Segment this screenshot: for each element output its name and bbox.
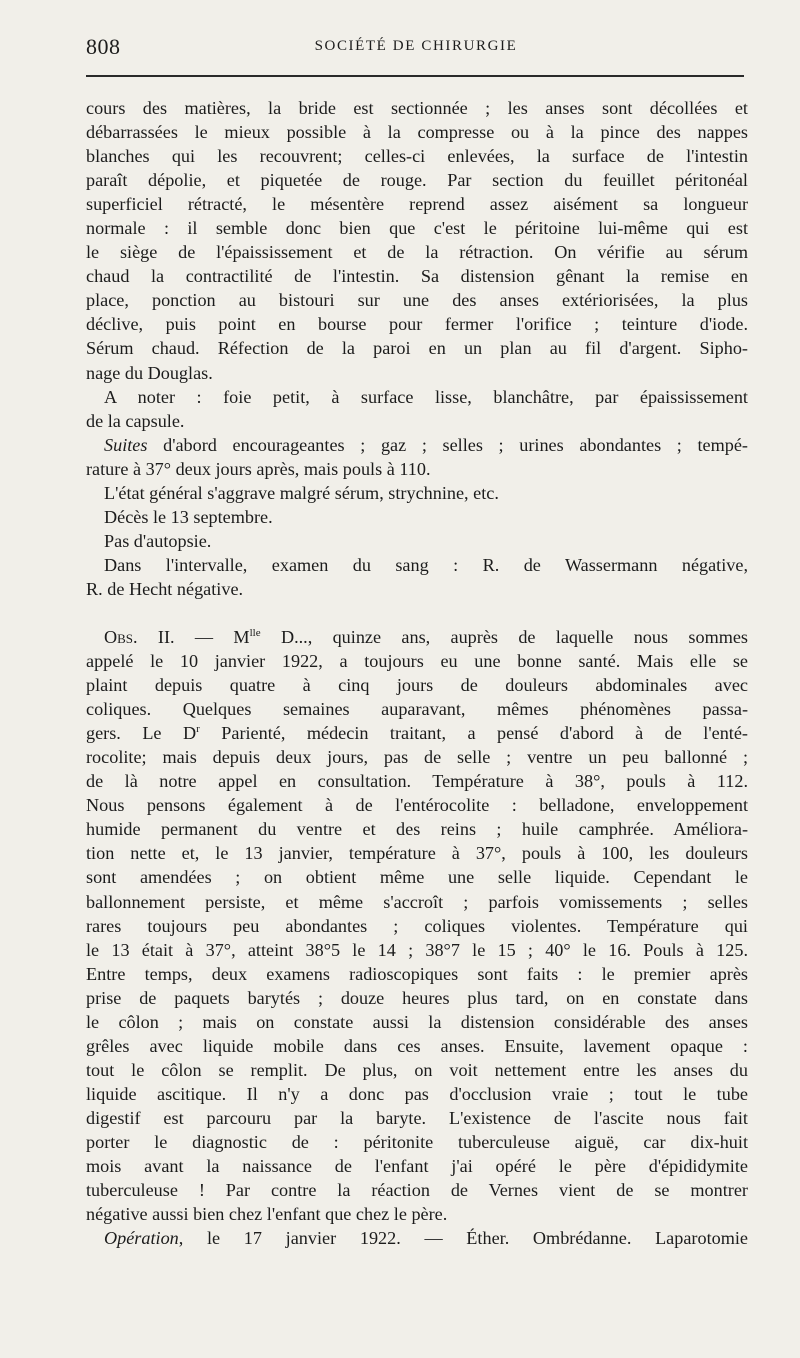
text-line: paraît dépolie, et piquetée de rouge. Par section du feuillet péritonéal (86, 170, 748, 191)
text-line: place, ponction au bistouri sur une des anses extériorisées, la plus (86, 290, 748, 311)
text-line (86, 721, 748, 745)
text-line: rares toujours peu abondantes ; coliques violentes. Température qui (86, 915, 748, 936)
text-line: tion nette et, le 13 janvier, température à 37°, pouls à 100, les douleurs (86, 843, 748, 864)
text-line: déclive, puis point en bourse pour fermer l'orifice ; teinture d'iode. (86, 314, 748, 335)
text-line: Pas d'autopsie. (104, 530, 212, 551)
text-line: nage du Douglas. (86, 362, 213, 383)
paragraph (86, 1226, 748, 1250)
superscript: lle (249, 626, 261, 639)
text-run: D..., quinze ans, auprès de laquelle nous sommes (260, 626, 749, 647)
text-line: normale : il semble donc bien que c'est le péritoine lui-même qui est (86, 218, 748, 239)
text-line: de la capsule. (86, 410, 185, 431)
text-line: L'état général s'aggrave malgré sérum, strychnine, etc. (104, 482, 499, 503)
text-run: — M (174, 626, 250, 647)
text-line: R. de Hecht négative. (86, 578, 244, 599)
paragraph-gap (86, 601, 748, 625)
text-line: Décès le 13 septembre. (104, 506, 273, 527)
text-line: superficiel rétracté, le mésentère reprend assez aisément sa longueur (86, 194, 748, 215)
text-line: prise de paquets barytés ; douze heures plus tard, on en constate dans (86, 987, 748, 1008)
paragraph (86, 96, 748, 385)
paragraph (86, 481, 748, 505)
text-line: mois avant la naissance de l'enfant j'ai opéré le père d'épididymite (86, 1156, 748, 1177)
text-line: négative aussi bien chez l'enfant que chez le père. (86, 1204, 448, 1225)
text-line (86, 1226, 748, 1250)
text-line: coliques. Quelques semaines auparavant, mêmes phénomènes passa- (86, 699, 748, 720)
italic-lead: Opération (104, 1228, 179, 1249)
text-line: rature à 37° deux jours après, mais pouls à 110. (86, 458, 431, 479)
text-line: appelé le 10 janvier 1922, a toujours eu une bonne santé. Mais elle se (86, 651, 748, 672)
text-line: Dans l'intervalle, examen du sang : R. de Wassermann négative, (104, 554, 748, 575)
text-run: , le 17 janvier 1922. — Éther. Ombrédanne. Laparotomie (178, 1228, 748, 1249)
page-header (86, 30, 746, 70)
text-line: blanches qui les recouvrent; celles-ci enlevées, la surface de l'intestin (86, 146, 748, 167)
text-line: humide permanent du ventre et des reins ; huile camphrée. Améliora- (86, 819, 748, 840)
paragraph (86, 529, 748, 553)
running-head: SOCIÉTÉ DE CHIRURGIE (314, 38, 518, 54)
page-number: 808 (86, 34, 121, 59)
paragraph (86, 433, 748, 481)
text-line: ballonnement persiste, et même s'accroît ; parfois vomissements ; selles (86, 891, 748, 912)
text-line: débarrassées le mieux possible à la compresse ou à la pince des nappes (86, 122, 748, 143)
text-line (86, 433, 748, 457)
paragraph (86, 385, 748, 433)
text-line: sont amendées ; on obtient même une selle liquide. Cependant le (86, 867, 748, 888)
text-line: Nous pensons également à de l'entérocolite : belladone, enveloppement (86, 795, 748, 816)
text-line: le côlon ; mais on constate aussi la distension considérable des anses (86, 1011, 748, 1032)
text-line (86, 625, 748, 649)
text-line: rocolite; mais depuis deux jours, pas de selle ; ventre un peu ballonné ; (86, 747, 748, 768)
observation-paragraph (86, 625, 748, 1226)
superscript: r (196, 723, 200, 736)
text-line: A noter : foie petit, à surface lisse, blanchâtre, par épaississement (104, 386, 748, 407)
text-line: porter le diagnostic de : péritonite tuberculeuse aiguë, car dix-huit (86, 1131, 748, 1152)
text-line: de là notre appel en consultation. Température à 38°, pouls à 112. (86, 771, 748, 792)
body-text (86, 96, 748, 1250)
text-line: grêles avec liquide mobile dans ces anses. Ensuite, lavement opaque : (86, 1035, 748, 1056)
header-rule (86, 75, 744, 77)
text-line: le 13 était à 37°, atteint 38°5 le 14 ; 38°7 le 15 ; 40° le 16. Pouls à 125. (86, 939, 748, 960)
text-line: tout le côlon se remplit. De plus, on voit nettement entre les anses du (86, 1059, 748, 1080)
text-line: le siège de l'épaississement et de la rétraction. On vérifie au sérum (86, 242, 748, 263)
text-line: digestif est parcouru par la baryte. L'existence de l'ascite nous fait (86, 1107, 748, 1128)
text-line: Sérum chaud. Réfection de la paroi en un plan au fil d'argent. Sipho- (86, 338, 748, 359)
text-run: d'abord encourageantes ; gaz ; selles ; urines abondantes ; tempé- (147, 434, 748, 455)
paragraph (86, 505, 748, 529)
italic-lead: Suites (104, 434, 148, 455)
text-line: liquide ascitique. Il n'y a donc pas d'occlusion vraie ; tout le tube (86, 1083, 748, 1104)
text-line: tuberculeuse ! Par contre la réaction de Vernes vient de se montrer (86, 1180, 748, 1201)
text-run: Parienté, médecin traitant, a pensé d'abord à de l'enté- (199, 723, 748, 744)
text-run: gers. Le D (86, 723, 197, 744)
text-line: Entre temps, deux examens radioscopiques sont faits : le premier après (86, 963, 748, 984)
text-line: plaint depuis quatre à cinq jours de douleurs abdominales avec (86, 675, 748, 696)
paragraph (86, 553, 748, 601)
text-line: cours des matières, la bride est sectionnée ; les anses sont décollées et (86, 98, 748, 118)
text-line: chaud la contractilité de l'intestin. Sa distension gênant la remise en (86, 266, 748, 287)
observation-label: Obs. II. (104, 626, 175, 647)
